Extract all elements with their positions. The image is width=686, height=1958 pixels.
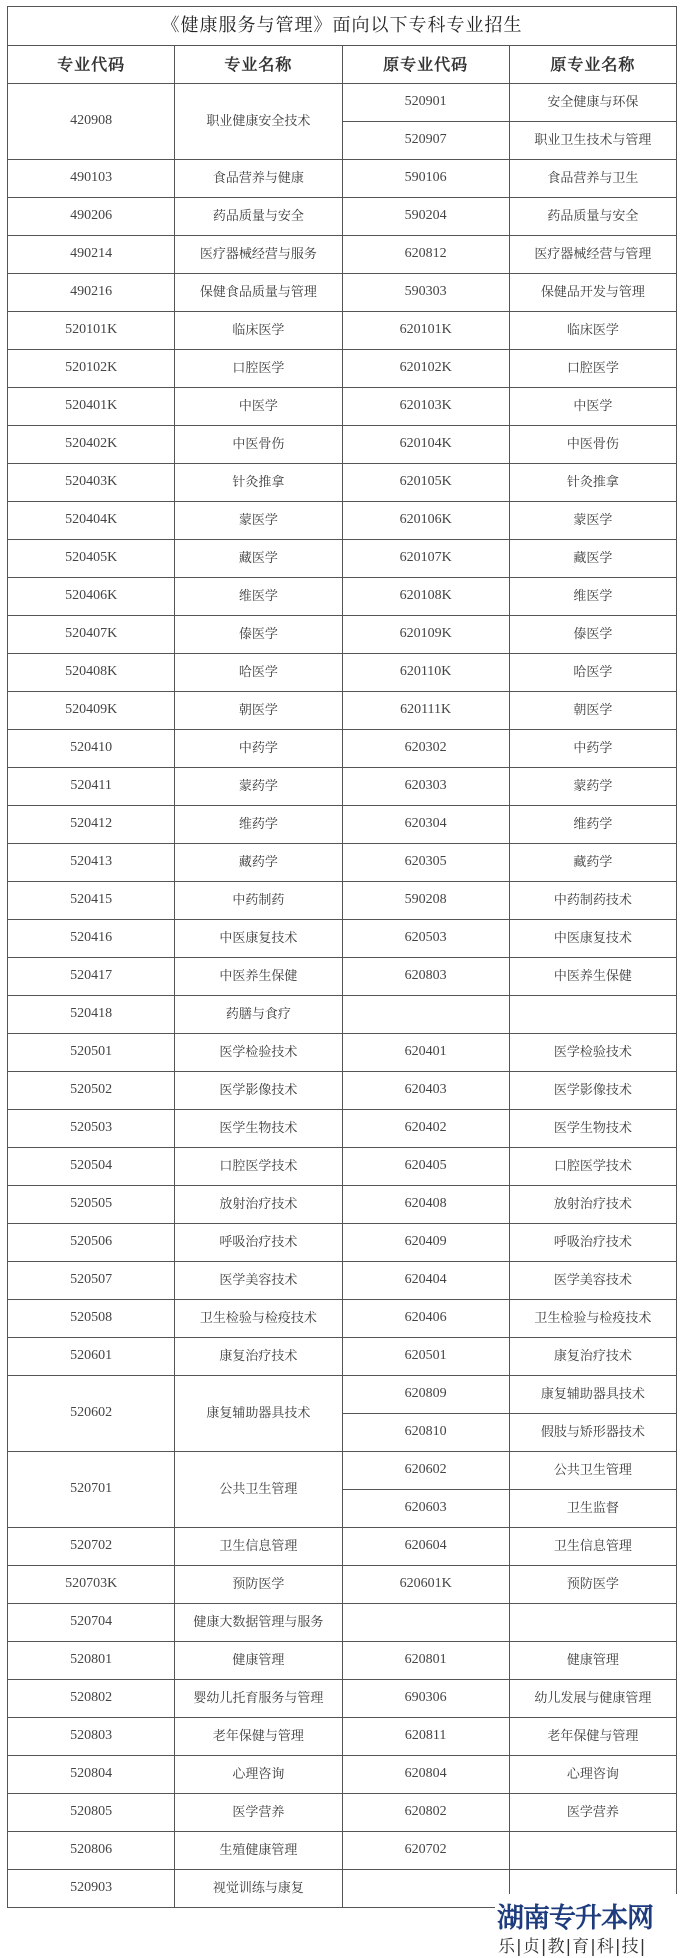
major-code-cell: 520403K bbox=[8, 464, 175, 502]
major-name-cell: 医疗器械经营与服务 bbox=[175, 236, 342, 274]
table-row bbox=[8, 768, 677, 806]
major-name-cell: 蒙药学 bbox=[175, 768, 342, 806]
table-row bbox=[8, 1186, 677, 1224]
original-code-cell: 620405 bbox=[342, 1148, 509, 1186]
original-code-cell: 590106 bbox=[342, 160, 509, 198]
table-row bbox=[8, 274, 677, 312]
table-row bbox=[8, 1376, 677, 1414]
major-code-cell: 520417 bbox=[8, 958, 175, 996]
original-code-cell: 620403 bbox=[342, 1072, 509, 1110]
table-row bbox=[8, 920, 677, 958]
major-code-cell: 520702 bbox=[8, 1528, 175, 1566]
major-name-cell: 维医学 bbox=[175, 578, 342, 616]
original-code-cell: 620107K bbox=[342, 540, 509, 578]
table-row bbox=[8, 578, 677, 616]
table-row bbox=[8, 1034, 677, 1072]
table-row bbox=[8, 654, 677, 692]
original-name-cell: 食品营养与卫生 bbox=[509, 160, 676, 198]
table-row bbox=[8, 844, 677, 882]
original-name-cell: 中医学 bbox=[509, 388, 676, 426]
major-code-cell: 520701 bbox=[8, 1452, 175, 1528]
major-code-cell: 490214 bbox=[8, 236, 175, 274]
original-name-cell: 医学美容技术 bbox=[509, 1262, 676, 1300]
original-code-cell: 620503 bbox=[342, 920, 509, 958]
table-row bbox=[8, 1224, 677, 1262]
header-major-code: 专业代码 bbox=[8, 46, 175, 84]
original-name-cell: 康复治疗技术 bbox=[509, 1338, 676, 1376]
major-name-cell: 职业健康安全技术 bbox=[175, 84, 342, 160]
major-name-cell: 医学影像技术 bbox=[175, 1072, 342, 1110]
original-name-cell: 朝医学 bbox=[509, 692, 676, 730]
original-name-cell: 医学营养 bbox=[509, 1794, 676, 1832]
table-row bbox=[8, 730, 677, 768]
major-name-cell: 临床医学 bbox=[175, 312, 342, 350]
major-name-cell: 健康大数据管理与服务 bbox=[175, 1604, 342, 1642]
original-code-cell: 620111K bbox=[342, 692, 509, 730]
original-name-cell: 维医学 bbox=[509, 578, 676, 616]
original-name-cell: 公共卫生管理 bbox=[509, 1452, 676, 1490]
table-body bbox=[8, 84, 677, 1908]
major-code-cell: 520413 bbox=[8, 844, 175, 882]
original-code-cell: 620108K bbox=[342, 578, 509, 616]
original-code-cell: 620102K bbox=[342, 350, 509, 388]
major-name-cell: 傣医学 bbox=[175, 616, 342, 654]
major-code-cell: 520405K bbox=[8, 540, 175, 578]
table-row bbox=[8, 1794, 677, 1832]
original-code-cell bbox=[342, 1604, 509, 1642]
original-code-cell: 620106K bbox=[342, 502, 509, 540]
major-name-cell: 康复辅助器具技术 bbox=[175, 1376, 342, 1452]
table-row bbox=[8, 1452, 677, 1490]
original-name-cell: 医学检验技术 bbox=[509, 1034, 676, 1072]
table-row bbox=[8, 1680, 677, 1718]
original-code-cell: 620401 bbox=[342, 1034, 509, 1072]
original-code-cell: 620402 bbox=[342, 1110, 509, 1148]
original-code-cell: 590303 bbox=[342, 274, 509, 312]
major-code-cell: 520903 bbox=[8, 1870, 175, 1908]
original-name-cell: 傣医学 bbox=[509, 616, 676, 654]
original-code-cell: 620406 bbox=[342, 1300, 509, 1338]
major-name-cell: 健康管理 bbox=[175, 1642, 342, 1680]
original-name-cell bbox=[509, 1604, 676, 1642]
table-row bbox=[8, 1642, 677, 1680]
major-code-cell: 420908 bbox=[8, 84, 175, 160]
major-code-cell: 520507 bbox=[8, 1262, 175, 1300]
header-row bbox=[8, 46, 677, 84]
major-code-cell: 520502 bbox=[8, 1072, 175, 1110]
table-row bbox=[8, 996, 677, 1034]
major-name-cell: 哈医学 bbox=[175, 654, 342, 692]
original-code-cell: 620104K bbox=[342, 426, 509, 464]
table-title: 《健康服务与管理》面向以下专科专业招生 bbox=[8, 7, 677, 46]
major-name-cell: 放射治疗技术 bbox=[175, 1186, 342, 1224]
original-code-cell: 620802 bbox=[342, 1794, 509, 1832]
table-row bbox=[8, 1110, 677, 1148]
original-code-cell: 590208 bbox=[342, 882, 509, 920]
major-code-cell: 520415 bbox=[8, 882, 175, 920]
table-row bbox=[8, 616, 677, 654]
major-code-cell: 490103 bbox=[8, 160, 175, 198]
original-code-cell: 620804 bbox=[342, 1756, 509, 1794]
major-code-cell: 520409K bbox=[8, 692, 175, 730]
major-name-cell: 蒙医学 bbox=[175, 502, 342, 540]
major-name-cell: 中医康复技术 bbox=[175, 920, 342, 958]
original-name-cell: 中医骨伤 bbox=[509, 426, 676, 464]
table-row bbox=[8, 882, 677, 920]
major-code-cell: 520412 bbox=[8, 806, 175, 844]
original-name-cell: 药品质量与安全 bbox=[509, 198, 676, 236]
original-name-cell: 预防医学 bbox=[509, 1566, 676, 1604]
table-row bbox=[8, 1528, 677, 1566]
major-code-cell: 520401K bbox=[8, 388, 175, 426]
table-row bbox=[8, 236, 677, 274]
original-name-cell: 老年保健与管理 bbox=[509, 1718, 676, 1756]
major-name-cell: 公共卫生管理 bbox=[175, 1452, 342, 1528]
major-name-cell: 朝医学 bbox=[175, 692, 342, 730]
original-name-cell: 卫生监督 bbox=[509, 1490, 676, 1528]
major-name-cell: 医学营养 bbox=[175, 1794, 342, 1832]
major-name-cell: 中医骨伤 bbox=[175, 426, 342, 464]
original-code-cell: 620109K bbox=[342, 616, 509, 654]
major-code-cell: 520806 bbox=[8, 1832, 175, 1870]
major-name-cell: 预防医学 bbox=[175, 1566, 342, 1604]
original-name-cell bbox=[509, 996, 676, 1034]
table-row bbox=[8, 1072, 677, 1110]
major-code-cell: 520804 bbox=[8, 1756, 175, 1794]
original-code-cell bbox=[342, 1870, 509, 1908]
table-row bbox=[8, 160, 677, 198]
original-code-cell: 620408 bbox=[342, 1186, 509, 1224]
major-name-cell: 藏药学 bbox=[175, 844, 342, 882]
major-name-cell: 康复治疗技术 bbox=[175, 1338, 342, 1376]
original-name-cell: 针灸推拿 bbox=[509, 464, 676, 502]
major-code-cell: 520805 bbox=[8, 1794, 175, 1832]
major-name-cell: 呼吸治疗技术 bbox=[175, 1224, 342, 1262]
major-name-cell: 卫生检验与检疫技术 bbox=[175, 1300, 342, 1338]
original-code-cell: 620812 bbox=[342, 236, 509, 274]
table-row bbox=[8, 1300, 677, 1338]
original-code-cell: 620302 bbox=[342, 730, 509, 768]
major-code-cell: 520508 bbox=[8, 1300, 175, 1338]
table-row bbox=[8, 312, 677, 350]
original-code-cell: 620101K bbox=[342, 312, 509, 350]
original-code-cell: 620810 bbox=[342, 1414, 509, 1452]
table-row bbox=[8, 692, 677, 730]
original-name-cell: 口腔医学 bbox=[509, 350, 676, 388]
original-name-cell: 中药制药技术 bbox=[509, 882, 676, 920]
original-code-cell: 620602 bbox=[342, 1452, 509, 1490]
major-name-cell: 针灸推拿 bbox=[175, 464, 342, 502]
original-name-cell: 放射治疗技术 bbox=[509, 1186, 676, 1224]
major-code-cell: 490206 bbox=[8, 198, 175, 236]
original-code-cell: 620303 bbox=[342, 768, 509, 806]
major-code-cell: 520402K bbox=[8, 426, 175, 464]
original-code-cell: 620105K bbox=[342, 464, 509, 502]
major-name-cell: 视觉训练与康复 bbox=[175, 1870, 342, 1908]
original-name-cell: 卫生信息管理 bbox=[509, 1528, 676, 1566]
watermark-title: 湖南专升本网 bbox=[497, 1903, 653, 1934]
major-code-cell: 520410 bbox=[8, 730, 175, 768]
major-code-cell: 520802 bbox=[8, 1680, 175, 1718]
original-code-cell: 620304 bbox=[342, 806, 509, 844]
major-code-cell: 520801 bbox=[8, 1642, 175, 1680]
major-name-cell: 婴幼儿托育服务与管理 bbox=[175, 1680, 342, 1718]
original-name-cell: 职业卫生技术与管理 bbox=[509, 122, 676, 160]
table-row bbox=[8, 1262, 677, 1300]
header-major-name: 专业名称 bbox=[175, 46, 342, 84]
original-name-cell: 口腔医学技术 bbox=[509, 1148, 676, 1186]
major-code-cell: 520418 bbox=[8, 996, 175, 1034]
major-name-cell: 医学检验技术 bbox=[175, 1034, 342, 1072]
original-name-cell: 卫生检验与检疫技术 bbox=[509, 1300, 676, 1338]
original-code-cell: 620409 bbox=[342, 1224, 509, 1262]
major-name-cell: 生殖健康管理 bbox=[175, 1832, 342, 1870]
original-code-cell bbox=[342, 996, 509, 1034]
major-code-cell: 520416 bbox=[8, 920, 175, 958]
table-row bbox=[8, 84, 677, 122]
original-code-cell: 620103K bbox=[342, 388, 509, 426]
original-name-cell: 中医养生保健 bbox=[509, 958, 676, 996]
original-code-cell: 620801 bbox=[342, 1642, 509, 1680]
major-code-cell: 520504 bbox=[8, 1148, 175, 1186]
major-code-cell: 520602 bbox=[8, 1376, 175, 1452]
original-code-cell: 620702 bbox=[342, 1832, 509, 1870]
original-code-cell: 590204 bbox=[342, 198, 509, 236]
major-code-cell: 520406K bbox=[8, 578, 175, 616]
original-name-cell: 哈医学 bbox=[509, 654, 676, 692]
original-name-cell: 临床医学 bbox=[509, 312, 676, 350]
table-row bbox=[8, 198, 677, 236]
original-name-cell: 呼吸治疗技术 bbox=[509, 1224, 676, 1262]
major-name-cell: 药膳与食疗 bbox=[175, 996, 342, 1034]
majors-table bbox=[7, 6, 677, 1908]
table-row bbox=[8, 1338, 677, 1376]
original-code-cell: 620809 bbox=[342, 1376, 509, 1414]
major-code-cell: 520404K bbox=[8, 502, 175, 540]
original-code-cell: 620601K bbox=[342, 1566, 509, 1604]
major-name-cell: 口腔医学技术 bbox=[175, 1148, 342, 1186]
major-name-cell: 医学生物技术 bbox=[175, 1110, 342, 1148]
table-row bbox=[8, 1832, 677, 1870]
major-code-cell: 520703K bbox=[8, 1566, 175, 1604]
major-name-cell: 中药学 bbox=[175, 730, 342, 768]
original-name-cell: 中医康复技术 bbox=[509, 920, 676, 958]
site-watermark bbox=[495, 1894, 686, 1958]
original-code-cell: 620803 bbox=[342, 958, 509, 996]
original-name-cell: 康复辅助器具技术 bbox=[509, 1376, 676, 1414]
original-name-cell: 蒙医学 bbox=[509, 502, 676, 540]
table-row bbox=[8, 958, 677, 996]
original-name-cell: 保健品开发与管理 bbox=[509, 274, 676, 312]
major-code-cell: 520505 bbox=[8, 1186, 175, 1224]
table-row bbox=[8, 1566, 677, 1604]
original-name-cell: 心理咨询 bbox=[509, 1756, 676, 1794]
majors-table-container bbox=[7, 6, 677, 1908]
original-name-cell: 蒙药学 bbox=[509, 768, 676, 806]
original-name-cell: 中药学 bbox=[509, 730, 676, 768]
original-name-cell: 健康管理 bbox=[509, 1642, 676, 1680]
table-row bbox=[8, 806, 677, 844]
header-original-name: 原专业名称 bbox=[509, 46, 676, 84]
table-row bbox=[8, 388, 677, 426]
original-name-cell: 安全健康与环保 bbox=[509, 84, 676, 122]
major-name-cell: 口腔医学 bbox=[175, 350, 342, 388]
original-name-cell: 幼儿发展与健康管理 bbox=[509, 1680, 676, 1718]
original-code-cell: 520907 bbox=[342, 122, 509, 160]
major-code-cell: 520506 bbox=[8, 1224, 175, 1262]
table-row bbox=[8, 1756, 677, 1794]
major-code-cell: 520501 bbox=[8, 1034, 175, 1072]
original-code-cell: 620110K bbox=[342, 654, 509, 692]
major-code-cell: 520407K bbox=[8, 616, 175, 654]
table-row bbox=[8, 464, 677, 502]
original-name-cell: 医学生物技术 bbox=[509, 1110, 676, 1148]
major-name-cell: 心理咨询 bbox=[175, 1756, 342, 1794]
original-name-cell: 藏医学 bbox=[509, 540, 676, 578]
major-code-cell: 520601 bbox=[8, 1338, 175, 1376]
major-name-cell: 中药制药 bbox=[175, 882, 342, 920]
major-code-cell: 520408K bbox=[8, 654, 175, 692]
major-name-cell: 老年保健与管理 bbox=[175, 1718, 342, 1756]
major-name-cell: 药品质量与安全 bbox=[175, 198, 342, 236]
table-row bbox=[8, 502, 677, 540]
original-code-cell: 620811 bbox=[342, 1718, 509, 1756]
original-name-cell: 医疗器械经营与管理 bbox=[509, 236, 676, 274]
major-name-cell: 维药学 bbox=[175, 806, 342, 844]
major-code-cell: 520411 bbox=[8, 768, 175, 806]
original-code-cell: 620305 bbox=[342, 844, 509, 882]
table-row bbox=[8, 350, 677, 388]
major-name-cell: 中医学 bbox=[175, 388, 342, 426]
header-original-code: 原专业代码 bbox=[342, 46, 509, 84]
major-name-cell: 医学美容技术 bbox=[175, 1262, 342, 1300]
table-row bbox=[8, 1718, 677, 1756]
major-name-cell: 藏医学 bbox=[175, 540, 342, 578]
major-code-cell: 520704 bbox=[8, 1604, 175, 1642]
table-row bbox=[8, 426, 677, 464]
watermark-subtitle: 乐|贞|教|育|科|技| bbox=[498, 1937, 647, 1957]
original-code-cell: 690306 bbox=[342, 1680, 509, 1718]
major-name-cell: 卫生信息管理 bbox=[175, 1528, 342, 1566]
original-name-cell: 医学影像技术 bbox=[509, 1072, 676, 1110]
original-name-cell bbox=[509, 1832, 676, 1870]
major-name-cell: 保健食品质量与管理 bbox=[175, 274, 342, 312]
original-code-cell: 620404 bbox=[342, 1262, 509, 1300]
major-code-cell: 490216 bbox=[8, 274, 175, 312]
major-code-cell: 520503 bbox=[8, 1110, 175, 1148]
major-code-cell: 520102K bbox=[8, 350, 175, 388]
original-code-cell: 620604 bbox=[342, 1528, 509, 1566]
original-code-cell: 620501 bbox=[342, 1338, 509, 1376]
table-row bbox=[8, 540, 677, 578]
major-code-cell: 520803 bbox=[8, 1718, 175, 1756]
major-code-cell: 520101K bbox=[8, 312, 175, 350]
original-name-cell: 藏药学 bbox=[509, 844, 676, 882]
major-name-cell: 中医养生保健 bbox=[175, 958, 342, 996]
original-name-cell: 维药学 bbox=[509, 806, 676, 844]
original-code-cell: 520901 bbox=[342, 84, 509, 122]
original-code-cell: 620603 bbox=[342, 1490, 509, 1528]
original-name-cell: 假肢与矫形器技术 bbox=[509, 1414, 676, 1452]
table-row bbox=[8, 1148, 677, 1186]
major-name-cell: 食品营养与健康 bbox=[175, 160, 342, 198]
table-row bbox=[8, 1604, 677, 1642]
